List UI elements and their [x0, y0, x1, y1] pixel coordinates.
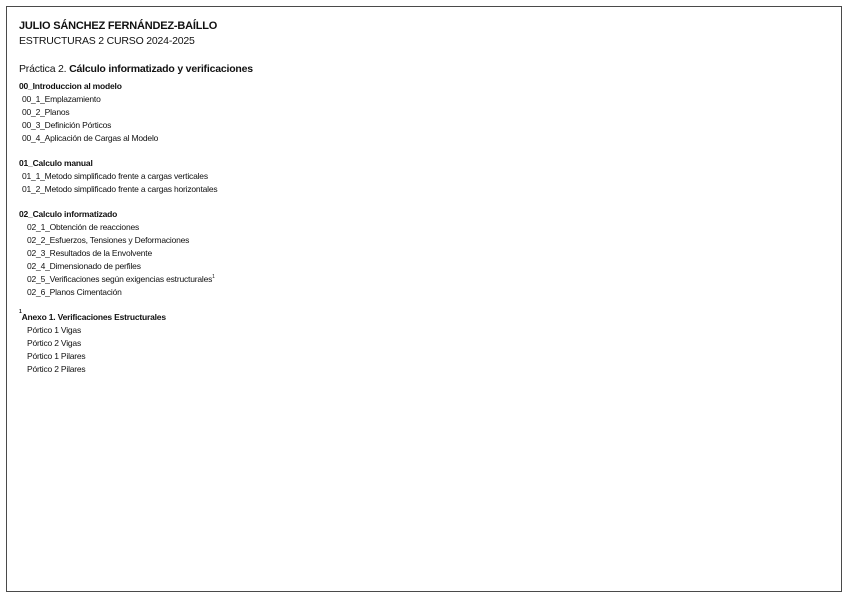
list-item: 02_6_Planos Cimentación	[27, 287, 122, 297]
practice-name: Cálculo informatizado y verificaciones	[69, 63, 253, 75]
list-item: Pórtico 2 Pilares	[27, 364, 86, 374]
document-content	[19, 20, 819, 376]
section-heading	[19, 311, 819, 324]
course-title: ESTRUCTURAS 2 CURSO 2024-2025	[19, 35, 195, 47]
annex-title: Anexo 1. Verificaciones Estructurales	[21, 312, 166, 322]
section-manual-calculation	[19, 157, 819, 196]
section-heading: 01_Calculo manual	[19, 158, 93, 168]
footnote-mark: 1	[212, 274, 215, 281]
list-item: Pórtico 1 Pilares	[27, 351, 86, 361]
list-item: 00_2_Planos	[22, 107, 70, 117]
list-item: Pórtico 1 Vigas	[27, 325, 82, 335]
section-heading: 02_Calculo informatizado	[19, 209, 118, 219]
list-item: 00_4_Aplicación de Cargas al Modelo	[22, 133, 159, 143]
list-item: 02_2_Esfuerzos, Tensiones y Deformaciones	[27, 235, 190, 245]
section-computer-calculation	[19, 208, 819, 299]
list-item: 02_3_Resultados de la Envolvente	[27, 248, 152, 258]
list-item	[19, 273, 819, 286]
section-annex	[19, 311, 819, 376]
footnote-mark: 1	[19, 309, 22, 315]
list-item: 01_1_Metodo simplificado frente a cargas verticales	[22, 171, 208, 181]
author-name: JULIO SÁNCHEZ FERNÁNDEZ-BAÍLLO	[19, 20, 218, 32]
list-item: 02_1_Obtención de reacciones	[27, 222, 140, 232]
list-item-label: 02_5_Verificaciones según exigencias estructurales	[27, 274, 213, 284]
list-item: 02_4_Dimensionado de perfiles	[27, 261, 141, 271]
list-item: 00_1_Emplazamiento	[22, 94, 101, 104]
list-item: Pórtico 2 Vigas	[27, 338, 82, 348]
section-introduction	[19, 80, 819, 145]
list-item: 01_2_Metodo simplificado frente a cargas horizontales	[22, 184, 218, 194]
practice-title	[19, 62, 819, 76]
practice-prefix: Práctica 2.	[19, 63, 70, 75]
section-heading: 00_Introduccion al modelo	[19, 81, 122, 91]
list-item: 00_3_Definición Pórticos	[22, 120, 112, 130]
